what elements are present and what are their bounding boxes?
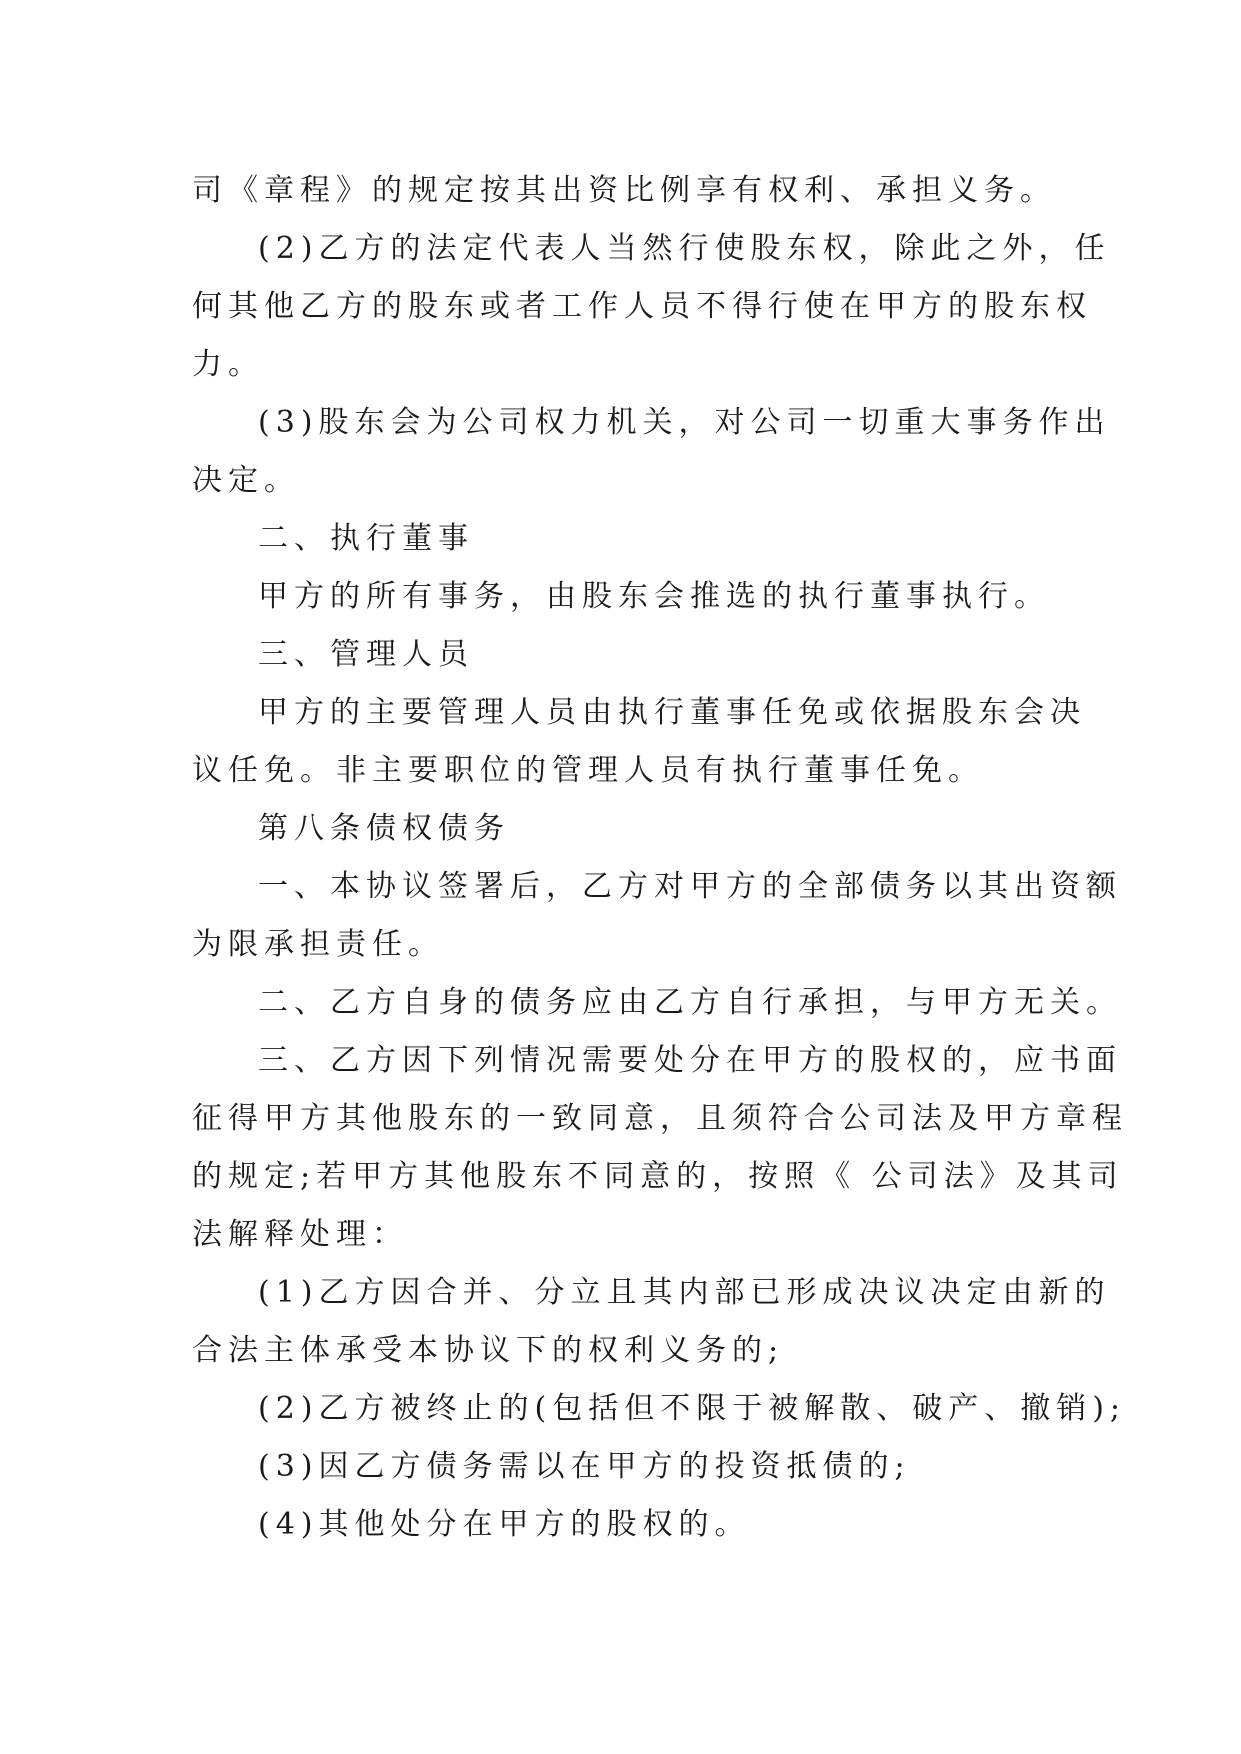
text-line: (2)乙方被终止的(包括但不限于被解散、破产、撤销); — [258, 1391, 1127, 1426]
text-line: 的规定;若甲方其他股东不同意的，按照《 公司法》及其司 — [192, 1159, 1124, 1194]
section-heading: 二、执行董事 — [258, 521, 474, 556]
text-line: 甲方的所有事务，由股东会推选的执行董事执行。 — [258, 579, 1050, 614]
text-line: (2)乙方的法定代表人当然行使股东权，除此之外，任 — [258, 231, 1111, 266]
text-line: 何其他乙方的股东或者工作人员不得行使在甲方的股东权 — [192, 289, 1092, 324]
text-line: (1)乙方因合并、分立且其内部已形成决议决定由新的 — [258, 1275, 1111, 1310]
text-line: 一、本协议签署后，乙方对甲方的全部债务以其出资额 — [258, 869, 1122, 904]
text-line: (3)因乙方债务需以在甲方的投资抵债的; — [258, 1449, 911, 1484]
text-line: 甲方的主要管理人员由执行董事任免或依据股东会决 — [258, 695, 1086, 730]
document-body — [192, 162, 1128, 1554]
text-line: 司《章程》的规定按其出资比例享有权利、承担义务。 — [192, 173, 1056, 208]
text-line: (4)其他处分在甲方的股权的。 — [258, 1507, 751, 1542]
text-line: 议任免。非主要职位的管理人员有执行董事任免。 — [192, 753, 984, 788]
text-line: 为限承担责任。 — [192, 927, 444, 962]
text-line: 二、乙方自身的债务应由乙方自行承担，与甲方无关。 — [258, 985, 1122, 1020]
text-line: 力。 — [192, 347, 264, 382]
text-line: (3)股东会为公司权力机关，对公司一切重大事务作出 — [258, 405, 1111, 440]
text-line: 三、乙方因下列情况需要处分在甲方的股权的，应书面 — [258, 1043, 1122, 1078]
article-heading: 第八条债权债务 — [258, 811, 510, 846]
text-line: 合法主体承受本协议下的权利义务的; — [192, 1333, 785, 1368]
text-line: 法解释处理： — [192, 1217, 408, 1252]
section-heading: 三、管理人员 — [258, 637, 474, 672]
text-line: 决定。 — [192, 463, 300, 498]
text-line: 征得甲方其他股东的一致同意，且须符合公司法及甲方章程 — [192, 1101, 1128, 1136]
